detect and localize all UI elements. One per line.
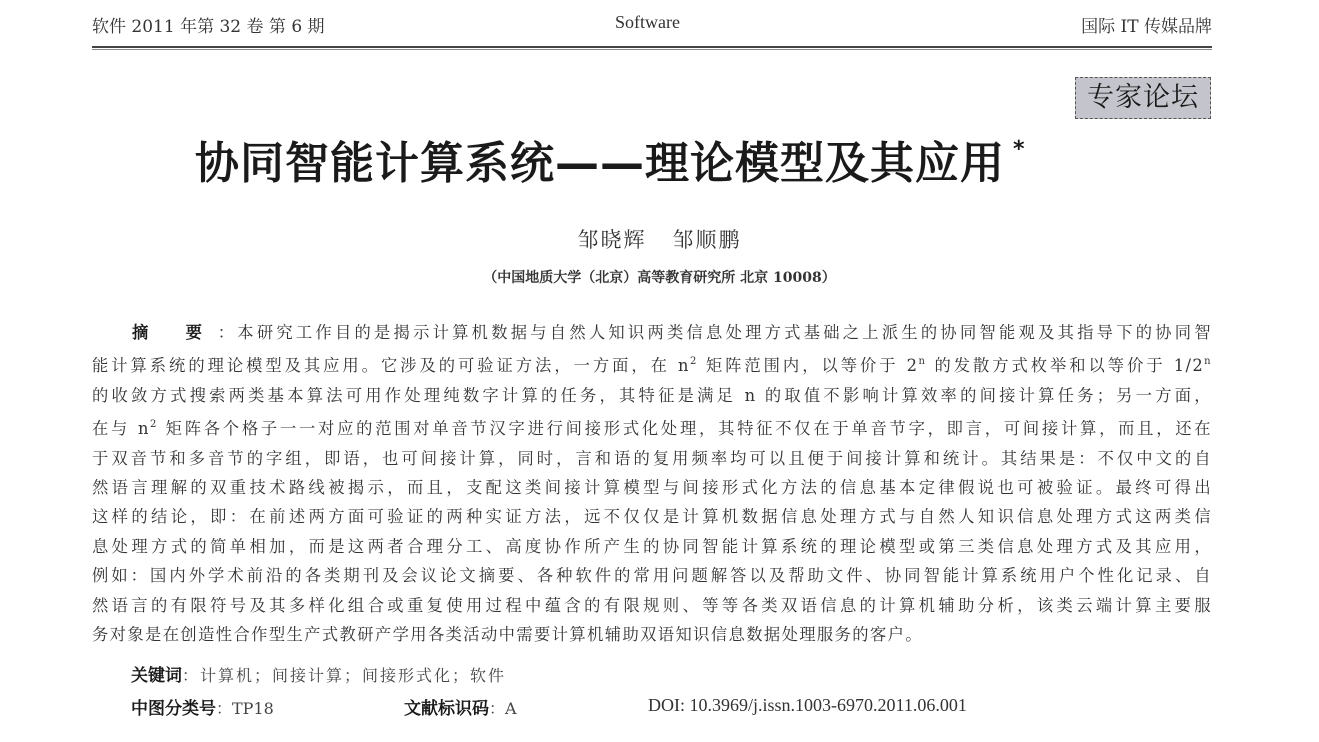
abstract-line: 然语言理解的双重技术路线被揭示，而且，支配这类间接计算模型与间接形式化方法的信息基本定律假说也可被验证。最终可得出 [92,478,1212,498]
doi: DOI: 10.3969/j.issn.1003-6970.2011.06.001 [648,695,967,715]
abstract-line: 能计算系统的理论模型及其应用。它涉及的可验证方法，一方面，在 $n^2$ 矩阵范围内，以等价于 2$^n$ 的发散方式枚举和以等价于 1/2$^n$ [92,356,1213,376]
keywords [131,661,506,686]
classification-label: 中图分类号 [131,699,216,719]
keywords-value: ：计算机；间接计算；间接形式化；软件 [182,666,507,685]
abstract-line: 然语言的有限符号及其多样化组合或重复使用过程中蕴含的有限规则、等等各类双语信息的计算机辅助分析，该类云端计算主要服 [92,595,1212,615]
affiliation: （中国地质大学（北京）高等教育研究所 北京 10008） [483,270,836,286]
journal-name: Software [615,12,680,32]
journal-slogan: 国际 IT 传媒品牌 [1081,17,1212,37]
document-code-value: ：A [489,699,517,718]
abstract-line: 于双音节和多音节的字组，即语，也可间接计算，同时，言和语的复用频率均可以且便于间接计算和统计。其结果是：不仅中文的自 [92,448,1212,468]
author: 邹晓辉 [577,228,647,252]
author: 邹顺鹏 [672,228,742,252]
document-code [404,694,517,719]
journal-issue: 软件 2011 年第 32 卷 第 6 期 [92,17,325,37]
abstract [92,318,1212,649]
paper-title-text: 协同智能计算系统——理论模型及其应用 [195,138,1005,189]
keywords-label: 关键词 [131,666,182,686]
abstract-line: 务对象是在创造性合作型生产式教研产学用各类活动中需要计算机辅助双语知识信息数据处理服务的客户。 [92,625,924,645]
abstract-line: 这样的结论，即：在前述两方面可验证的两种实证方法，远不仅仅是计算机数据信息处理方式与自然人知识信息处理方式这两类信 [92,507,1212,527]
abstract-line: 在与 $n^2$ 矩阵各个格子一一对应的范围对单音节汉字进行间接形式化处理，其特征不仅在于单音节字，即言，可间接计算，而且，还在 [92,419,1212,439]
abstract-line: 摘 要：本研究工作目的是揭示计算机数据与自然人知识两类信息处理方式基础之上派生的协同智能观及其指导下的协同智 [132,323,1212,342]
document-code-label: 文献标识码 [404,699,489,719]
abstract-label: 摘 要 [132,323,218,342]
classification-value: ：TP18 [216,699,274,718]
section-badge: 专家论坛 [1075,77,1211,119]
running-header [92,10,1212,40]
classification-number [131,694,274,719]
title-footnote-mark: * [1013,137,1026,162]
abstract-line: 的收敛方式搜索两类基本算法可用作处理纯数字计算的任务，其特征是满足 n 的取值不影响计算效率的间接计算任务；另一方面， [92,385,1212,405]
abstract-line: 例如：国内外学术前沿的各类期刊及会议论文摘要、各种软件的常用问题解答以及帮助文件、协同智能计算系统用户个性化记录、自 [92,566,1212,586]
header-rule [92,46,1212,50]
authors [0,224,1319,254]
paper-title [195,118,1115,196]
abstract-line: 息处理方式的简单相加，而是这两者合理分工、高度协作所产生的协同智能计算系统的理论模型或第三类信息处理方式及其应用， [92,536,1212,556]
